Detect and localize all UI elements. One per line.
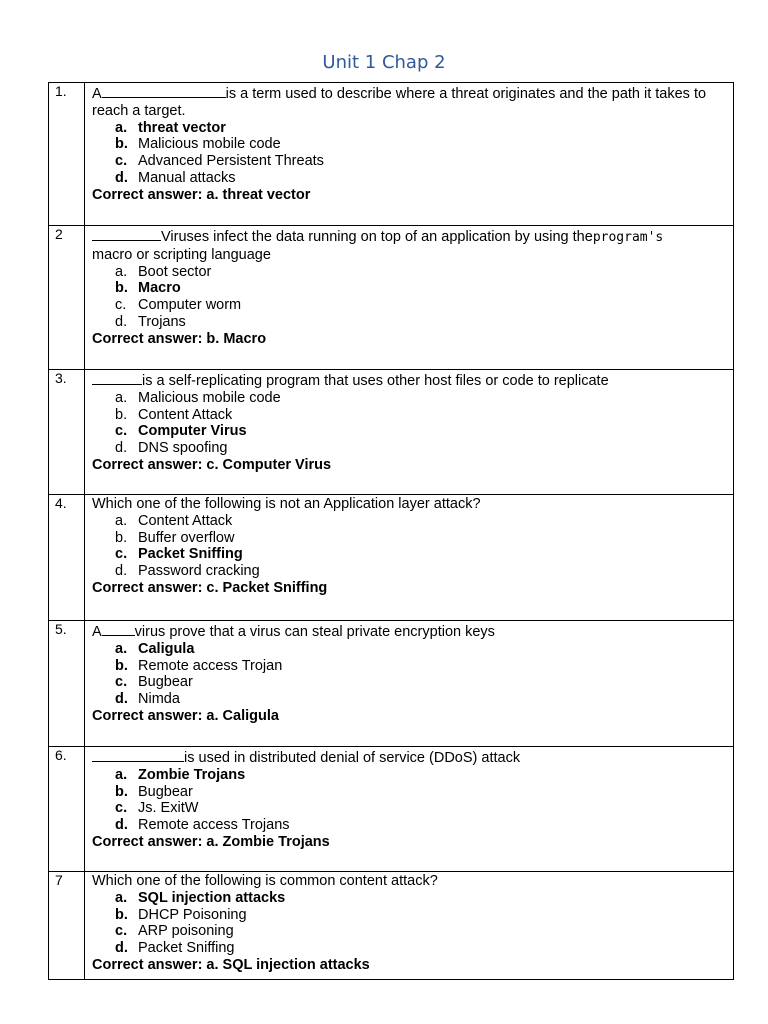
stem-text: is used in distributed denial of service (DDoS) attack: [184, 750, 521, 766]
option-a: a. Content Attack: [115, 512, 233, 529]
question-row: [49, 872, 734, 980]
stem-prefix: A: [92, 86, 102, 102]
correct-answer: Correct answer: a. Zombie Trojans: [92, 833, 330, 850]
option-b: b. DHCP Poisoning: [115, 906, 247, 923]
fill-in-blank: [102, 622, 135, 636]
fill-in-blank: [102, 84, 226, 98]
correct-answer: Correct answer: a. SQL injection attacks: [92, 956, 370, 973]
question-number: 3.: [49, 370, 85, 495]
question-body: [85, 370, 734, 495]
correct-answer: Correct answer: a. threat vector: [92, 186, 311, 203]
question-row: [49, 370, 734, 495]
question-body: [85, 872, 734, 980]
fill-in-blank: [92, 748, 184, 762]
question-table: [48, 82, 734, 980]
question-stem: [92, 371, 727, 390]
question-stem: [92, 84, 727, 120]
question-body: [85, 226, 734, 370]
option-list: [115, 120, 727, 187]
stem-text: is a term used to describe where a threat originates and the path it takes to reach a target.: [92, 86, 707, 119]
question-number: 5.: [49, 621, 85, 747]
page-title: Unit 1 Chap 2: [322, 52, 446, 73]
option-b: b. Bugbear: [115, 783, 193, 800]
question-number: 7: [49, 872, 85, 980]
question-stem: [92, 227, 727, 264]
option-c: c. Computer worm: [115, 297, 242, 314]
option-c: c. Computer Virus: [115, 423, 247, 440]
option-list: [115, 264, 727, 331]
question-body: [85, 495, 734, 621]
question-body: [85, 83, 734, 226]
option-b: b. Malicious mobile code: [115, 136, 281, 153]
question-number: 1.: [49, 83, 85, 226]
option-d: d. Manual attacks: [115, 169, 236, 186]
question-row: [49, 747, 734, 872]
question-row: [49, 83, 734, 226]
option-c: c. Packet Sniffing: [115, 546, 243, 563]
question-stem: [92, 748, 727, 767]
option-c: c. ARP poisoning: [115, 923, 234, 940]
question-number: 4.: [49, 495, 85, 621]
correct-answer: Correct answer: c. Packet Sniffing: [92, 579, 328, 596]
option-c: c. Js. ExitW: [115, 800, 199, 817]
option-a: a. Zombie Trojans: [115, 766, 246, 783]
question-body: [85, 621, 734, 747]
question-row: [49, 621, 734, 747]
correct-answer: Correct answer: c. Computer Virus: [92, 456, 332, 473]
option-list: [115, 390, 727, 457]
question-stem: Which one of the following is not an Application layer attack?: [92, 496, 481, 512]
fill-in-blank: [92, 227, 161, 241]
option-a: a. SQL injection attacks: [115, 889, 286, 906]
stem-text-line2: macro or scripting language: [92, 246, 271, 263]
option-d: d. Password cracking: [115, 563, 260, 580]
stem-text: virus prove that a virus can steal private encryption keys: [134, 624, 495, 640]
option-d: d. Trojans: [115, 313, 186, 330]
stem-text: is a self-replicating program that uses other host files or code to replicate: [142, 373, 609, 389]
option-d: d. DNS spoofing: [115, 440, 228, 457]
correct-answer: Correct answer: b. Macro: [92, 330, 267, 347]
option-c: c. Bugbear: [115, 674, 193, 691]
option-d: d. Nimda: [115, 691, 180, 708]
stem-prefix: A: [92, 624, 102, 640]
stem-program-word: program's: [592, 230, 664, 245]
option-b: b. Buffer overflow: [115, 529, 235, 546]
option-b: b. Remote access Trojan: [115, 657, 283, 674]
option-d: d. Packet Sniffing: [115, 940, 235, 957]
option-a: a. Malicious mobile code: [115, 389, 281, 406]
option-c: c. Advanced Persistent Threats: [115, 153, 324, 170]
question-number: 2: [49, 226, 85, 370]
stem-text: Viruses infect the data running on top of an application by using the: [161, 229, 593, 245]
option-a: a. Caligula: [115, 640, 195, 657]
option-b: b. Macro: [115, 280, 181, 297]
question-row: [49, 495, 734, 621]
option-list: [115, 513, 727, 580]
question-stem: [92, 622, 727, 641]
option-list: [115, 890, 727, 957]
option-d: d. Remote access Trojans: [115, 817, 290, 834]
fill-in-blank: [92, 371, 142, 385]
option-a: a. threat vector: [115, 119, 226, 136]
question-number: 6.: [49, 747, 85, 872]
option-list: [115, 767, 727, 834]
option-b: b. Content Attack: [115, 406, 233, 423]
question-row: [49, 226, 734, 370]
question-stem: Which one of the following is common content attack?: [92, 873, 438, 889]
question-body: [85, 747, 734, 872]
option-list: [115, 641, 727, 708]
option-a: a. Boot sector: [115, 263, 212, 280]
correct-answer: Correct answer: a. Caligula: [92, 707, 279, 724]
